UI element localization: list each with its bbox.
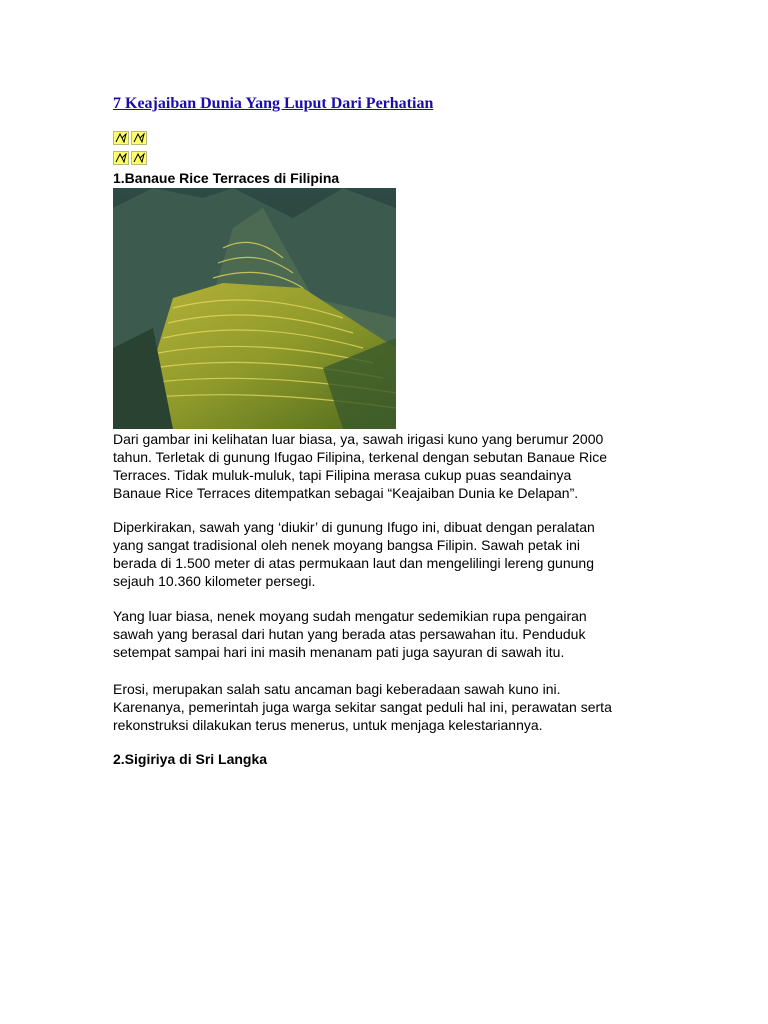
text-line: berada di 1.500 meter di atas permukaan laut dan mengelilingi lereng gunung xyxy=(113,555,594,571)
paragraph xyxy=(113,607,658,661)
text-line: Karenanya, pemerintah juga warga sekitar sangat peduli hal ini, perawatan serta xyxy=(113,699,612,715)
text-line: sawah yang berasal dari hutan yang berada atas persawahan itu. Penduduk xyxy=(113,626,586,642)
image-placeholder-row xyxy=(113,131,147,145)
broken-image-icon[interactable] xyxy=(131,151,147,165)
article-title-link[interactable]: 7 Keajaiban Dunia Yang Luput Dari Perhatian xyxy=(113,95,434,112)
text-line: tahun. Terletak di gunung Ifugao Filipina, terkenal dengan sebutan Banaue Rice xyxy=(113,449,607,465)
rice-terraces-illustration xyxy=(113,188,396,429)
text-line: Diperkirakan, sawah yang ‘diukir’ di gunung Ifugo ini, dibuat dengan peralatan xyxy=(113,519,595,535)
text-line: rekonstruksi dilakukan terus menerus, untuk menjaga kelestariannya. xyxy=(113,717,543,733)
broken-image-icon[interactable] xyxy=(113,131,129,145)
paragraph xyxy=(113,518,658,590)
rice-terraces-photo xyxy=(113,188,396,429)
paragraph xyxy=(113,430,658,502)
text-line: Erosi, merupakan salah satu ancaman bagi keberadaan sawah kuno ini. xyxy=(113,681,561,697)
text-line: sejauh 10.360 kilometer persegi. xyxy=(113,573,316,589)
text-line: yang sangat tradisional oleh nenek moyang bangsa Filipin. Sawah petak ini xyxy=(113,537,580,553)
text-line: Yang luar biasa, nenek moyang sudah mengatur sedemikian rupa pengairan xyxy=(113,608,587,624)
text-line: Banaue Rice Terraces ditempatkan sebagai “Keajaiban Dunia ke Delapan”. xyxy=(113,485,579,501)
section-heading: 2.Sigiriya di Sri Langka xyxy=(113,751,268,767)
broken-image-icon[interactable] xyxy=(113,151,129,165)
image-placeholder-row xyxy=(113,151,147,165)
text-line: Dari gambar ini kelihatan luar biasa, ya, sawah irigasi kuno yang berumur 2000 xyxy=(113,431,604,447)
text-line: setempat sampai hari ini masih menanam pati juga sayuran di sawah itu. xyxy=(113,644,565,660)
broken-image-icon[interactable] xyxy=(131,131,147,145)
paragraph xyxy=(113,680,658,734)
section-heading: 1.Banaue Rice Terraces di Filipina xyxy=(113,170,340,186)
text-line: Terraces. Tidak muluk-muluk, tapi Filipina merasa cukup puas seandainya xyxy=(113,467,572,483)
